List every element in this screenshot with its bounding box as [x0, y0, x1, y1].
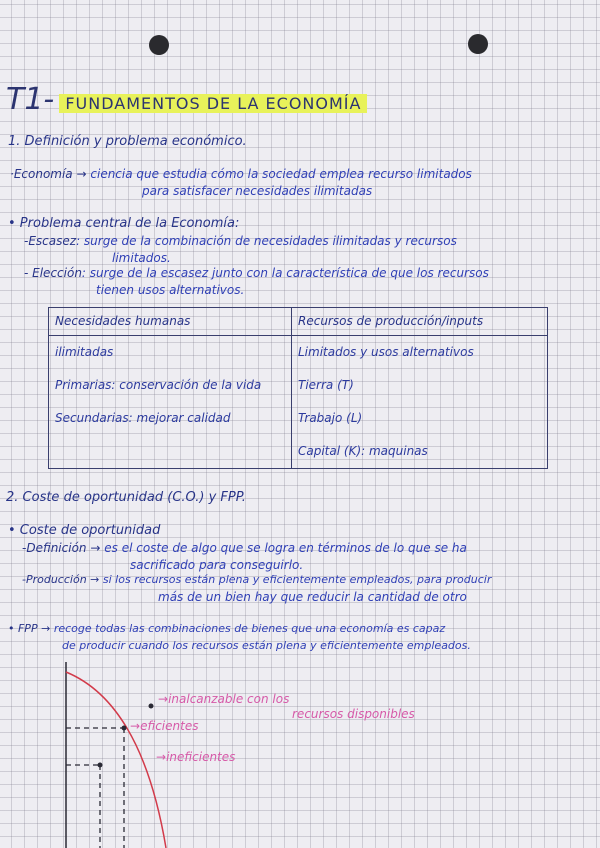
- title-text: FUNDAMENTOS DE LA ECONOMÍA: [59, 94, 367, 113]
- table-cell: Capital (K): maquinas: [292, 435, 548, 469]
- scarcity-term: -Escasez: [24, 234, 77, 248]
- choice-term: - Elección: [24, 266, 82, 280]
- page-title: [6, 82, 367, 117]
- table-cell: Limitados y usos alternativos: [292, 335, 548, 369]
- co-definition-line2: sacrificado para conseguirlo.: [130, 558, 304, 572]
- scarcity-text: : surge de la combinación de necesidades ilimitadas y recursos: [76, 234, 457, 248]
- label-efficient-text: eficientes: [140, 719, 199, 733]
- co-definition: [22, 541, 467, 555]
- co-production-text: si los recursos están plena y eficientemente empleados, para producir: [102, 573, 492, 586]
- table-row: [49, 369, 548, 402]
- point-inefficient: [98, 763, 103, 768]
- label-inefficient-text: ineficientes: [166, 750, 236, 764]
- point-efficient: [122, 726, 127, 731]
- section1-heading: 1. Definición y problema económico.: [8, 134, 247, 149]
- co-production: [22, 573, 491, 586]
- economia-definition-text: ciencia que estudia cómo la sociedad emplea recurso limitados: [90, 167, 472, 181]
- fpp-term: • FPP: [8, 622, 38, 635]
- fpp-definition-text: recoge todas las combinaciones de bienes que una economía es capaz: [53, 622, 446, 635]
- fpp-definition: [8, 622, 445, 635]
- economia-definition: [10, 167, 472, 181]
- label-unreachable-text: inalcanzable con los: [168, 692, 290, 706]
- table-cell: ilimitadas: [55, 345, 114, 360]
- table-row: [49, 402, 548, 435]
- arrow-icon: →: [158, 692, 169, 706]
- fpp-definition-line2: de producir cuando los recursos están plena y eficientemente empleados.: [62, 639, 471, 652]
- label-inefficient: [156, 750, 235, 764]
- arrow-icon: →: [76, 167, 87, 181]
- arrow-icon: →: [41, 622, 51, 635]
- label-unreachable: [158, 692, 289, 706]
- choice-item: [24, 266, 489, 280]
- fpp-graph: [0, 650, 600, 848]
- arrow-icon: →: [90, 541, 101, 555]
- problem-heading: • Problema central de la Economía:: [8, 216, 240, 231]
- arrow-icon: →: [156, 750, 167, 764]
- table-row: [49, 335, 548, 369]
- economia-definition-line2: para satisfacer necesidades ilimitadas: [142, 184, 373, 198]
- table-header-needs: Necesidades humanas: [49, 308, 292, 336]
- fpp-curve: [66, 672, 169, 848]
- co-heading: • Coste de oportunidad: [8, 523, 161, 538]
- co-production-term: -Producción: [22, 573, 87, 586]
- choice-line2: tienen usos alternativos.: [96, 283, 245, 297]
- label-unreachable-line2: recursos disponibles: [292, 707, 415, 721]
- title-number: T1-: [6, 82, 55, 117]
- table-header-resources: Recursos de producción/inputs: [292, 308, 548, 336]
- scarcity-line2: limitados.: [112, 251, 171, 265]
- table-row: [49, 435, 548, 469]
- choice-text: : surge de la escasez junto con la característica de que los recursos: [81, 266, 489, 280]
- economia-term: ·Economía: [10, 167, 73, 181]
- table-header-row: [49, 308, 548, 336]
- arrow-icon: →: [130, 719, 141, 733]
- co-definition-term: -Definición: [22, 541, 87, 555]
- needs-resources-table: [48, 307, 548, 469]
- point-unreachable: [149, 704, 154, 709]
- table-cell: Primarias: conservación de la vida: [55, 378, 262, 393]
- label-efficient: [130, 719, 198, 733]
- section2-heading: 2. Coste de oportunidad (C.O.) y FPP.: [6, 490, 246, 505]
- binder-hole-right: [468, 34, 488, 54]
- table-cell: Tierra (T): [292, 369, 548, 402]
- co-production-line2: más de un bien hay que reducir la cantidad de otro: [158, 590, 467, 604]
- table-cell: [49, 435, 292, 469]
- table-cell: Trabajo (L): [292, 402, 548, 435]
- scarcity-item: [24, 234, 457, 248]
- co-definition-text: es el coste de algo que se logra en términos de lo que se ha: [104, 541, 467, 555]
- table-cell: Secundarias: mejorar calidad: [55, 411, 231, 426]
- arrow-icon: →: [90, 573, 100, 586]
- binder-hole-left: [149, 35, 169, 55]
